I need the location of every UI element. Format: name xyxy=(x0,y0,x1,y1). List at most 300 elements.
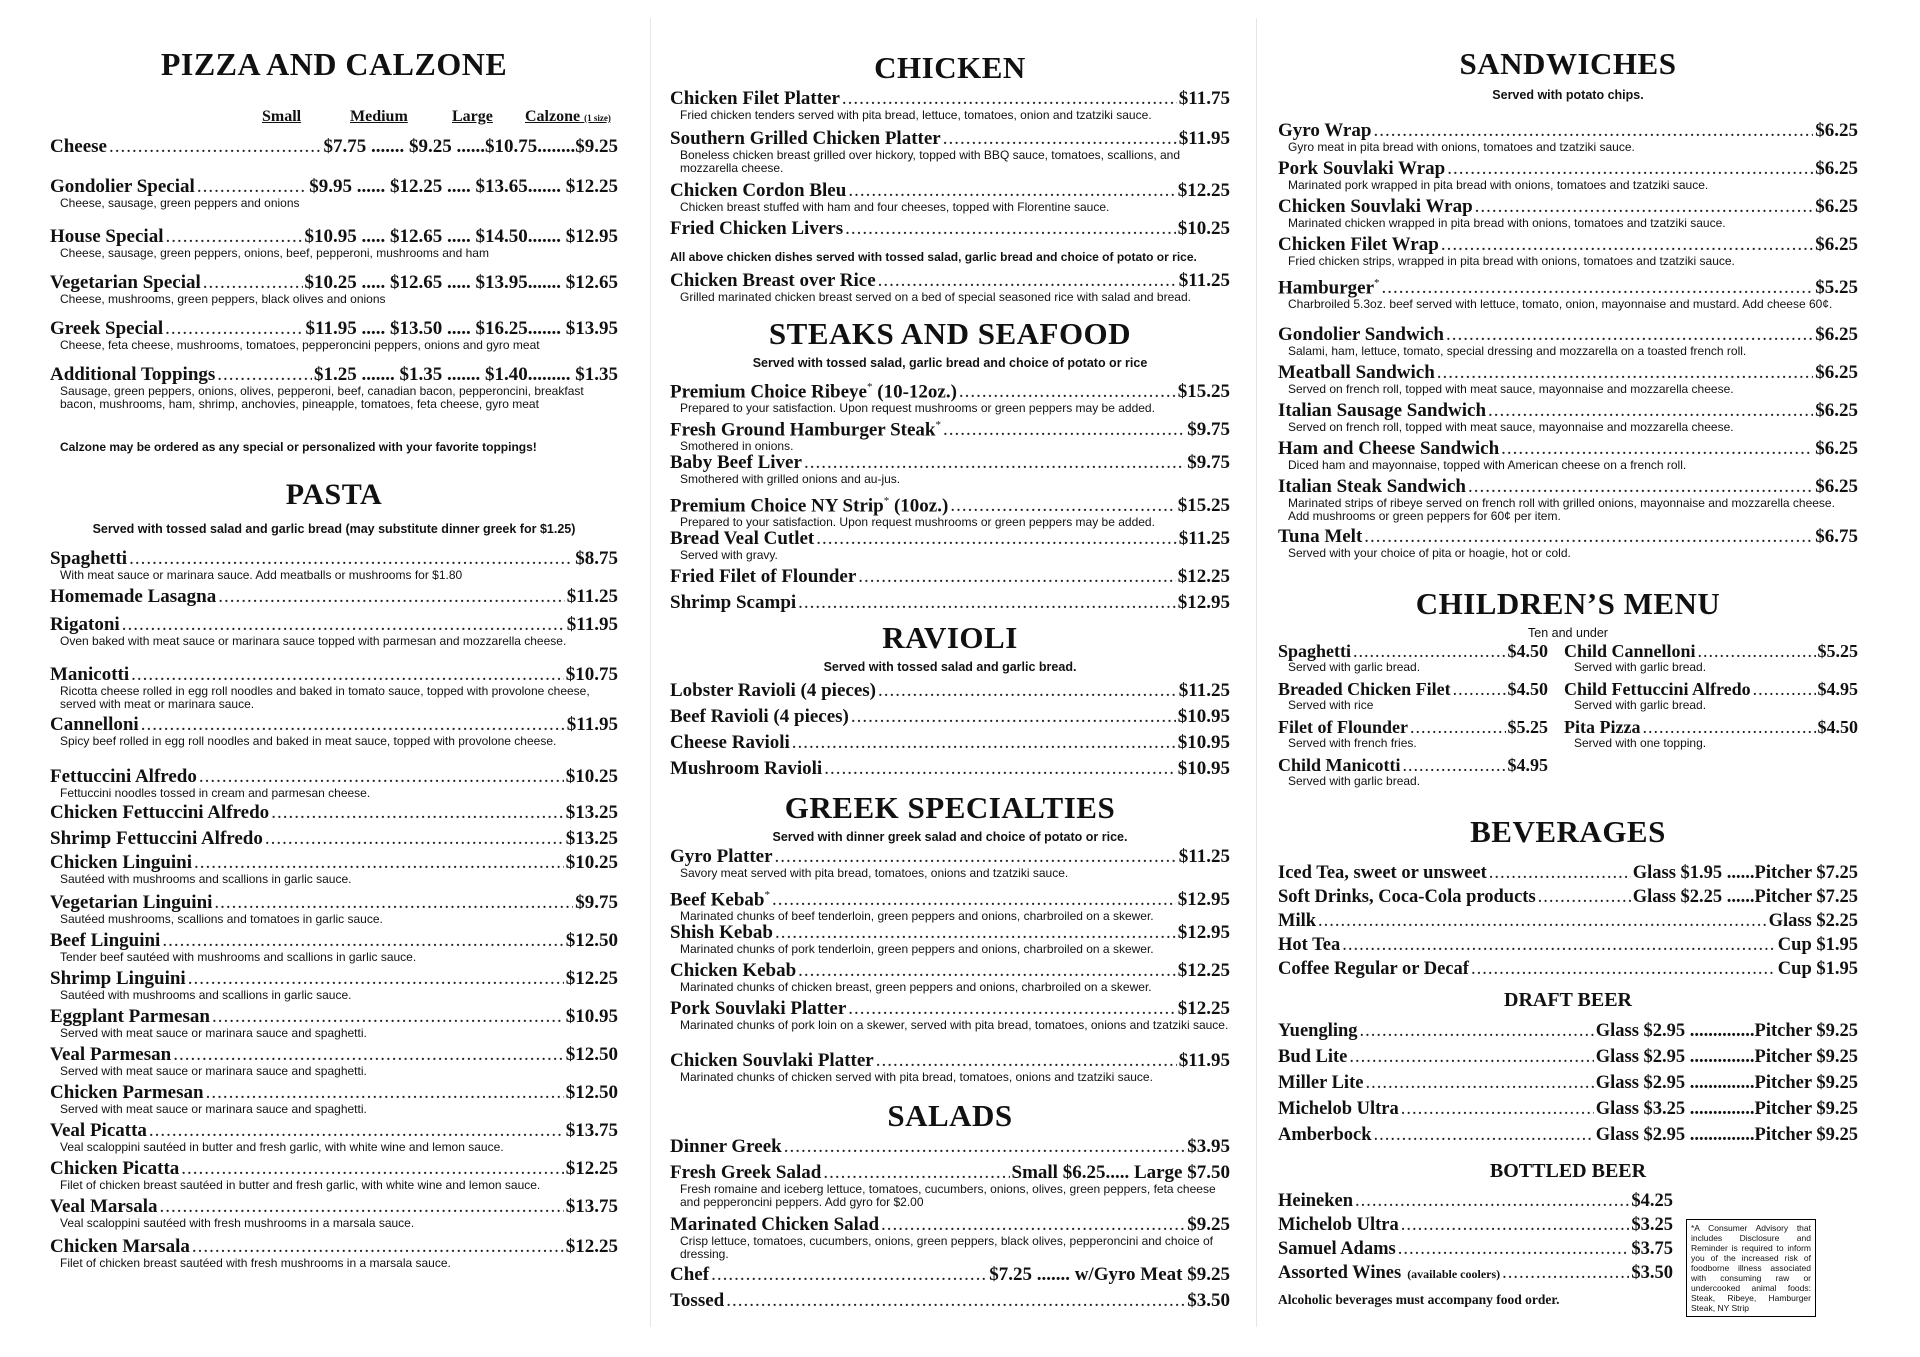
item-price: $11.95 xyxy=(566,714,618,735)
item-price: $11.95 xyxy=(1178,1050,1230,1071)
item-description: Veal scaloppini sautéed in butter and fresh garlic, with white wine and lemon sauce. xyxy=(60,1140,504,1154)
item-price: Glass $3.25 ..............Pitcher $9.25 xyxy=(1595,1099,1858,1119)
item-line xyxy=(50,852,618,874)
item-name-text: Spaghetti xyxy=(50,548,128,569)
menu-item xyxy=(50,828,618,850)
item-price: $10.95 xyxy=(1177,732,1230,753)
item-description: Savory meat served with pita bread, tomatoes, onions and tzatziki sauce. xyxy=(680,866,1069,880)
item-line xyxy=(1278,362,1858,384)
item-description: Served with garlic bread. xyxy=(1574,660,1707,674)
item-name-text: Chicken Linguini xyxy=(50,852,193,873)
item-name-text: Pork Souvlaki Platter xyxy=(670,998,847,1019)
item-price: Glass $2.95 ..............Pitcher $9.25 xyxy=(1595,1125,1858,1145)
menu-item xyxy=(670,1136,1230,1158)
item-name-text: Assorted Wines xyxy=(1278,1263,1402,1283)
leader-dots xyxy=(165,318,303,340)
leader-dots xyxy=(194,852,564,874)
menu-item xyxy=(670,452,1230,486)
item-price: Cup $1.95 xyxy=(1777,935,1858,955)
item-line xyxy=(670,128,1230,150)
item-line xyxy=(1278,886,1858,908)
item-name xyxy=(670,592,796,614)
item-description: Fried chicken tenders served with pita bread, lettuce, tomatoes, onion and tzatziki sauce. xyxy=(680,108,1152,122)
item-name xyxy=(1278,754,1401,776)
menu-item xyxy=(50,1120,618,1154)
column-left xyxy=(50,0,618,1357)
leader-dots xyxy=(141,714,565,736)
item-price: $11.25 xyxy=(1178,680,1230,701)
leader-dots xyxy=(173,1044,564,1066)
item-description: Marinated chunks of chicken breast, green peppers and onions, charbroiled on a skewer. xyxy=(680,980,1152,994)
item-name-text: Mushroom Ravioli xyxy=(670,758,823,779)
leader-dots xyxy=(212,1006,564,1028)
item-line xyxy=(1278,1190,1673,1212)
menu-item xyxy=(1278,1214,1673,1236)
item-price: $10.95 ..... $12.65 ..... $14.50....... $12.95 xyxy=(304,226,618,247)
item-price: $9.75 xyxy=(575,892,618,913)
leader-dots xyxy=(1446,324,1813,346)
item-price: $6.25 xyxy=(1815,362,1858,383)
item-line xyxy=(1278,1098,1858,1120)
item-name-text: Baby Beef Liver xyxy=(670,452,802,473)
item-name-text: Spaghetti xyxy=(1278,641,1352,661)
item-name-text: Michelob Ultra xyxy=(1278,1099,1399,1119)
item-price: $11.25 xyxy=(1178,846,1230,867)
item-line xyxy=(670,1136,1230,1158)
item-line xyxy=(1278,910,1858,932)
menu-item xyxy=(670,1162,1230,1209)
chicken-note: All above chicken dishes served with tossed salad, garlic bread and choice of potato or rice. xyxy=(670,250,1197,264)
item-name-text: Fresh Ground Hamburger Steak xyxy=(670,419,936,441)
pasta-subtitle: Served with tossed salad and garlic bread (may substitute dinner greek for $1.25) xyxy=(92,522,576,536)
item-line xyxy=(1278,272,1858,299)
item-name xyxy=(1278,158,1445,180)
item-name-text: Chicken Fettuccini Alfredo xyxy=(50,802,270,823)
menu-item xyxy=(670,706,1230,728)
item-name xyxy=(1564,716,1640,738)
menu-item xyxy=(50,930,618,964)
item-name xyxy=(1278,1124,1372,1146)
leader-dots xyxy=(876,1050,1177,1072)
menu-item xyxy=(670,376,1230,415)
item-name xyxy=(1278,716,1408,738)
item-description: Crisp lettuce, tomatoes, cucumbers, onions, green peppers, black olives, pepperoncini and choice of dressing. xyxy=(680,1234,1213,1261)
menu-item xyxy=(50,766,618,800)
item-line xyxy=(50,272,618,294)
menu-item xyxy=(670,758,1230,780)
leader-dots xyxy=(197,176,307,198)
greek-subtitle: Served with dinner greek salad and choice of potato or rice. xyxy=(772,830,1128,844)
item-line xyxy=(1278,1238,1673,1260)
item-line xyxy=(1278,678,1548,700)
item-description: Served with rice xyxy=(1288,698,1374,712)
item-name xyxy=(1278,1020,1358,1042)
item-name-text: Dinner Greek xyxy=(670,1136,782,1157)
item-description: With meat sauce or marinara sauce. Add meatballs or mushrooms for $1.80 xyxy=(60,568,463,582)
leader-dots xyxy=(218,586,565,608)
item-line xyxy=(50,828,618,850)
leader-dots xyxy=(1642,716,1815,738)
item-price: $9.75 xyxy=(1187,419,1230,441)
item-name-text: Shrimp Linguini xyxy=(50,968,186,989)
item-name-text: Heineken xyxy=(1278,1191,1354,1211)
leader-dots xyxy=(1447,158,1813,180)
item-line xyxy=(670,218,1230,240)
leader-dots xyxy=(1410,716,1506,738)
item-name-text: Southern Grilled Chicken Platter xyxy=(670,128,941,149)
pasta-title: PASTA xyxy=(285,478,383,511)
item-name-text: Shrimp Fettuccini Alfredo xyxy=(50,828,263,849)
item-description: Filet of chicken breast sautéed with fresh mushrooms in a marsala sauce. xyxy=(60,1256,451,1270)
item-name xyxy=(670,884,770,911)
item-description: Marinated chunks of pork tenderloin, green peppers and onions, charbroiled on a skewer. xyxy=(680,942,1154,956)
item-description: Served with meat sauce or marinara sauce and spaghetti. xyxy=(60,1026,367,1040)
item-name-text: Gyro Platter xyxy=(670,846,773,867)
children-title: CHILDREN’S MENU xyxy=(1415,586,1721,621)
item-line xyxy=(50,586,618,608)
item-name-text: Bud Lite xyxy=(1278,1047,1348,1067)
leader-dots xyxy=(784,1136,1186,1158)
item-name-text: Michelob Ultra xyxy=(1278,1215,1399,1235)
item-name-text: Cheese xyxy=(50,136,107,157)
menu-item xyxy=(670,490,1230,529)
leader-dots xyxy=(1489,862,1631,884)
item-line xyxy=(670,884,1230,911)
menu-item xyxy=(1278,886,1858,908)
item-name-text: Miller Lite xyxy=(1278,1073,1364,1093)
item-name xyxy=(1278,400,1486,422)
item-line xyxy=(1278,526,1858,548)
menu-item xyxy=(670,884,1230,923)
sandwiches-title: SANDWICHES xyxy=(1459,46,1677,81)
item-price: $7.25 ....... w/Gyro Meat $9.25 xyxy=(989,1264,1230,1285)
leader-dots xyxy=(959,381,1176,403)
item-line xyxy=(50,930,618,952)
item-name-text: Lobster Ravioli (4 pieces) xyxy=(670,680,876,701)
item-price: Glass $2.25 ......Pitcher $7.25 xyxy=(1632,887,1858,907)
leader-dots xyxy=(1373,120,1813,142)
item-description: Boneless chicken breast grilled over hickory, topped with BBQ sauce, tomatoes, scallions, and mozzarella cheese. xyxy=(680,148,1181,175)
item-name-text: Cannelloni xyxy=(50,714,139,735)
item-line xyxy=(1278,400,1858,422)
item-line xyxy=(1278,120,1858,142)
leader-dots xyxy=(711,1264,987,1286)
item-line xyxy=(1278,1046,1858,1068)
item-line xyxy=(1278,324,1858,346)
item-line xyxy=(1278,1124,1858,1146)
item-name xyxy=(1278,362,1435,384)
size-small-header: Small xyxy=(262,108,302,125)
item-description: Smothered with grilled onions and au-jus. xyxy=(680,472,901,486)
item-line xyxy=(670,1264,1230,1286)
menu-item xyxy=(1278,1124,1858,1146)
item-description: Tender beef sautéed with mushrooms and scallions in garlic sauce. xyxy=(60,950,417,964)
item-name xyxy=(670,1214,879,1236)
leader-dots xyxy=(1488,400,1813,422)
item-name xyxy=(1278,438,1499,460)
item-description: Served with garlic bread. xyxy=(1288,774,1421,788)
item-name xyxy=(670,88,840,110)
menu-item xyxy=(50,852,618,886)
item-line xyxy=(50,892,618,914)
item-line xyxy=(50,136,618,158)
item-name-text: Ham and Cheese Sandwich xyxy=(1278,438,1500,459)
item-name xyxy=(50,828,263,850)
menu-item xyxy=(1278,958,1858,980)
menu-item xyxy=(1278,272,1858,311)
item-line xyxy=(1278,1020,1858,1042)
leader-dots xyxy=(192,1236,564,1258)
menu-item xyxy=(1278,716,1548,750)
leader-dots xyxy=(823,1162,1009,1184)
leader-dots xyxy=(726,1290,1185,1312)
draft-beer-title: DRAFT BEER xyxy=(1504,989,1632,1011)
leader-dots xyxy=(950,495,1175,517)
leader-dots xyxy=(1374,1124,1594,1146)
menu-item xyxy=(670,528,1230,562)
item-price: $3.25 xyxy=(1631,1215,1673,1235)
item-description: Salami, ham, lettuce, tomato, special dressing and mozzarella on a toasted french roll. xyxy=(1288,344,1747,358)
item-price: $6.25 xyxy=(1815,438,1858,459)
item-line xyxy=(1278,1262,1673,1285)
item-name-text: Fried Chicken Livers xyxy=(670,218,844,239)
leader-dots xyxy=(1468,476,1813,498)
menu-item xyxy=(670,414,1230,453)
item-name xyxy=(1564,678,1751,700)
item-line xyxy=(50,364,618,386)
calzone-label: Calzone xyxy=(525,108,581,125)
item-price: $12.25 xyxy=(1177,566,1230,587)
menu-item xyxy=(50,176,618,210)
item-name-text: Bread Veal Cutlet xyxy=(670,528,815,549)
item-price: $8.75 xyxy=(575,548,618,569)
item-description: Sautéed mushrooms, scallions and tomatoes in garlic sauce. xyxy=(60,912,383,926)
leader-dots xyxy=(122,614,565,636)
item-name xyxy=(670,1264,709,1286)
item-name xyxy=(670,1162,821,1184)
item-price: $3.75 xyxy=(1631,1239,1673,1259)
alcohol-footnote: Alcoholic beverages must accompany food order. xyxy=(1278,1292,1560,1307)
leader-dots xyxy=(943,128,1177,150)
item-name-text: Chicken Souvlaki Wrap xyxy=(1278,196,1473,217)
item-name xyxy=(670,998,846,1020)
item-line xyxy=(50,664,618,686)
item-description: Served with gravy. xyxy=(680,548,778,562)
item-description: Marinated strips of ribeye served on french roll with grilled onions, mayonnaise and mozzarella cheese. Add mushrooms or green peppers for 60¢ per item. xyxy=(1288,496,1835,523)
menu-item xyxy=(1278,234,1858,268)
item-name xyxy=(670,414,941,441)
item-price: $10.25 xyxy=(565,766,618,787)
item-name-text: Child Fettuccini Alfredo xyxy=(1564,679,1751,699)
item-name-text: Chicken Kebab xyxy=(670,960,797,981)
steaks-title: STEAKS AND SEAFOOD xyxy=(768,316,1132,351)
menu-item xyxy=(50,614,618,648)
item-line xyxy=(670,706,1230,728)
menu-item xyxy=(670,128,1230,175)
leader-dots xyxy=(1342,934,1776,956)
menu-item xyxy=(670,270,1230,304)
menu-item xyxy=(1564,678,1858,712)
item-price: $6.25 xyxy=(1815,476,1858,497)
leader-dots xyxy=(858,566,1175,588)
item-description: Cheese, sausage, green peppers, onions, beef, pepperoni, mushrooms and ham xyxy=(60,246,489,260)
item-description: Marinated pork wrapped in pita bread with onions, tomatoes and tzatziki sauce. xyxy=(1288,178,1709,192)
item-price: $4.95 xyxy=(1817,679,1858,699)
item-price: $12.25 xyxy=(1177,180,1230,201)
item-name-text: Vegetarian Special xyxy=(50,272,201,293)
item-description: Chicken breast stuffed with ham and four cheeses, topped with Florentine sauce. xyxy=(680,200,1110,214)
item-price: $12.50 xyxy=(565,1082,618,1103)
menu-item xyxy=(1278,1046,1858,1068)
item-name xyxy=(50,272,201,294)
item-name xyxy=(50,1236,190,1258)
item-name xyxy=(1278,1190,1353,1212)
item-name xyxy=(670,960,796,982)
item-description: Veal scaloppini sautéed with fresh mushrooms in a marsala sauce. xyxy=(60,1216,415,1230)
item-price: $12.25 xyxy=(565,1158,618,1179)
leader-dots xyxy=(848,998,1175,1020)
item-name-text: Shish Kebab xyxy=(670,922,773,943)
item-name-text: Filet of Flounder xyxy=(1278,717,1408,737)
item-description: Smothered in onions. xyxy=(680,439,794,454)
item-price: $6.25 xyxy=(1815,234,1858,255)
item-name-text: Chicken Souvlaki Platter xyxy=(670,1050,874,1071)
item-name-text: Italian Steak Sandwich xyxy=(1278,476,1466,497)
item-line xyxy=(1564,640,1858,662)
item-name-text: Beef Kebab xyxy=(670,889,765,911)
item-name xyxy=(670,1290,724,1312)
item-price: $12.25 xyxy=(1177,960,1230,981)
menu-item xyxy=(50,364,618,411)
item-name xyxy=(670,1050,874,1072)
item-price: $6.25 xyxy=(1815,158,1858,179)
item-line xyxy=(50,1196,618,1218)
item-price: $13.25 xyxy=(565,828,618,849)
menu-item xyxy=(1278,640,1548,674)
leader-dots xyxy=(816,528,1177,550)
menu-item xyxy=(670,680,1230,702)
item-price: $6.25 xyxy=(1815,120,1858,141)
item-name xyxy=(670,758,822,780)
item-name-text: Gondolier Sandwich xyxy=(1278,324,1444,345)
item-description: Marinated chunks of pork loin on a skewer, served with pita bread, tomatoes, onions and tzatziki sauce. xyxy=(680,1018,1229,1032)
menu-item xyxy=(1278,476,1858,523)
menu-item xyxy=(50,1006,618,1040)
item-name-text: Milk xyxy=(1278,911,1317,931)
item-line xyxy=(670,960,1230,982)
item-price: Glass $2.95 ..............Pitcher $9.25 xyxy=(1595,1073,1858,1093)
item-price: $12.25 xyxy=(1177,998,1230,1019)
item-description: Fresh romaine and iceberg lettuce, tomatoes, cucumbers, onions, olives, green peppers, feta cheese and pepperoncini peppers. Add gyro for $2.00 xyxy=(680,1182,1216,1209)
item-price: $6.25 xyxy=(1815,324,1858,345)
item-line xyxy=(670,846,1230,868)
item-name-text: Samuel Adams xyxy=(1278,1239,1396,1259)
consumer-advisory-mark: * xyxy=(1374,277,1380,289)
consumer-advisory: *A Consumer Advisory that includes Disclosure and Reminder is required to inform you of the increased risk of foodborne illness associated with consuming raw or undercooked animal foods: Steak, Ribeye, Hamburger Steak, NY Strip xyxy=(1686,1219,1816,1317)
menu-item xyxy=(50,1082,618,1116)
item-name xyxy=(1278,1046,1347,1068)
item-name-text: Greek Special xyxy=(50,318,164,339)
item-price: $13.75 xyxy=(565,1120,618,1141)
item-line xyxy=(50,1120,618,1142)
item-price: $5.25 xyxy=(1817,641,1858,661)
item-name xyxy=(1278,324,1444,346)
menu-item xyxy=(50,136,618,158)
item-name xyxy=(50,364,215,386)
leader-dots xyxy=(842,88,1177,110)
item-price: Glass $2.95 ..............Pitcher $9.25 xyxy=(1595,1021,1858,1041)
item-price: $12.50 xyxy=(565,1044,618,1065)
item-name xyxy=(50,664,129,686)
item-description: Served with meat sauce or marinara sauce and spaghetti. xyxy=(60,1064,367,1078)
item-name-text: Veal Parmesan xyxy=(50,1044,172,1065)
item-name-text: Eggplant Parmesan xyxy=(50,1006,210,1027)
menu-item xyxy=(50,1044,618,1078)
item-description: Sausage, green peppers, onions, olives, pepperoni, beef, canadian bacon, pepperoncini, breakfast bacon, mushrooms, ham, shrimp, anchovies, pineapple, tomatoes, feta cheese, gyro meat xyxy=(60,384,584,411)
item-name xyxy=(670,732,790,754)
item-name xyxy=(50,852,192,874)
item-line xyxy=(670,922,1230,944)
item-description: Gyro meat in pita bread with onions, tomatoes and tzatziki sauce. xyxy=(1288,140,1635,154)
item-price: $3.50 xyxy=(1187,1290,1230,1311)
menu-item xyxy=(50,226,618,260)
item-line xyxy=(1278,640,1548,662)
item-name xyxy=(670,218,843,240)
item-price: $15.25 xyxy=(1177,495,1230,517)
item-price: $9.75 xyxy=(1187,452,1230,473)
leader-dots xyxy=(878,270,1177,292)
leader-dots xyxy=(1401,1214,1630,1236)
item-name-text: Iced Tea, sweet or unsweet xyxy=(1278,863,1487,883)
item-name-text: Pita Pizza xyxy=(1564,717,1641,737)
item-description: Served with garlic bread. xyxy=(1288,660,1421,674)
menu-item xyxy=(1278,1072,1858,1094)
column-middle xyxy=(670,0,1230,1357)
item-description: Diced ham and mayonnaise, topped with American cheese on a french roll. xyxy=(1288,458,1687,472)
item-price: $11.25 xyxy=(1178,270,1230,291)
item-name-text: Fettuccini Alfredo xyxy=(50,766,197,787)
item-name xyxy=(50,614,120,636)
item-price: Cup $1.95 xyxy=(1777,959,1858,979)
item-name xyxy=(1278,1072,1363,1094)
item-line xyxy=(670,566,1230,588)
leader-dots xyxy=(1698,640,1816,662)
item-line xyxy=(670,592,1230,614)
item-price: $10.25 xyxy=(565,852,618,873)
item-name-text: Amberbock xyxy=(1278,1125,1372,1145)
item-price: $13.75 xyxy=(565,1196,618,1217)
menu-item xyxy=(670,592,1230,614)
item-price: $10.95 xyxy=(1177,758,1230,779)
leader-dots xyxy=(1753,678,1816,700)
item-name-text: Premium Choice NY Strip xyxy=(670,495,884,517)
menu-item xyxy=(1278,1238,1673,1260)
item-name xyxy=(50,586,216,608)
leader-dots xyxy=(1398,1238,1630,1260)
item-description: Prepared to your satisfaction. Upon request mushrooms or green peppers may be added. xyxy=(680,401,1155,416)
item-name xyxy=(1278,640,1351,662)
item-line xyxy=(1278,934,1858,956)
item-price: $5.25 xyxy=(1507,717,1548,737)
item-line xyxy=(670,414,1230,441)
item-name xyxy=(50,1044,171,1066)
item-price: $15.25 xyxy=(1177,381,1230,403)
item-name-text: Coffee Regular or Decaf xyxy=(1278,959,1469,979)
item-description: Oven baked with meat sauce or marinara sauce topped with parmesan and mozzarella cheese. xyxy=(60,634,567,648)
leader-dots xyxy=(1382,277,1814,299)
item-price: $12.95 xyxy=(1177,889,1230,911)
item-price: $6.25 xyxy=(1815,196,1858,217)
